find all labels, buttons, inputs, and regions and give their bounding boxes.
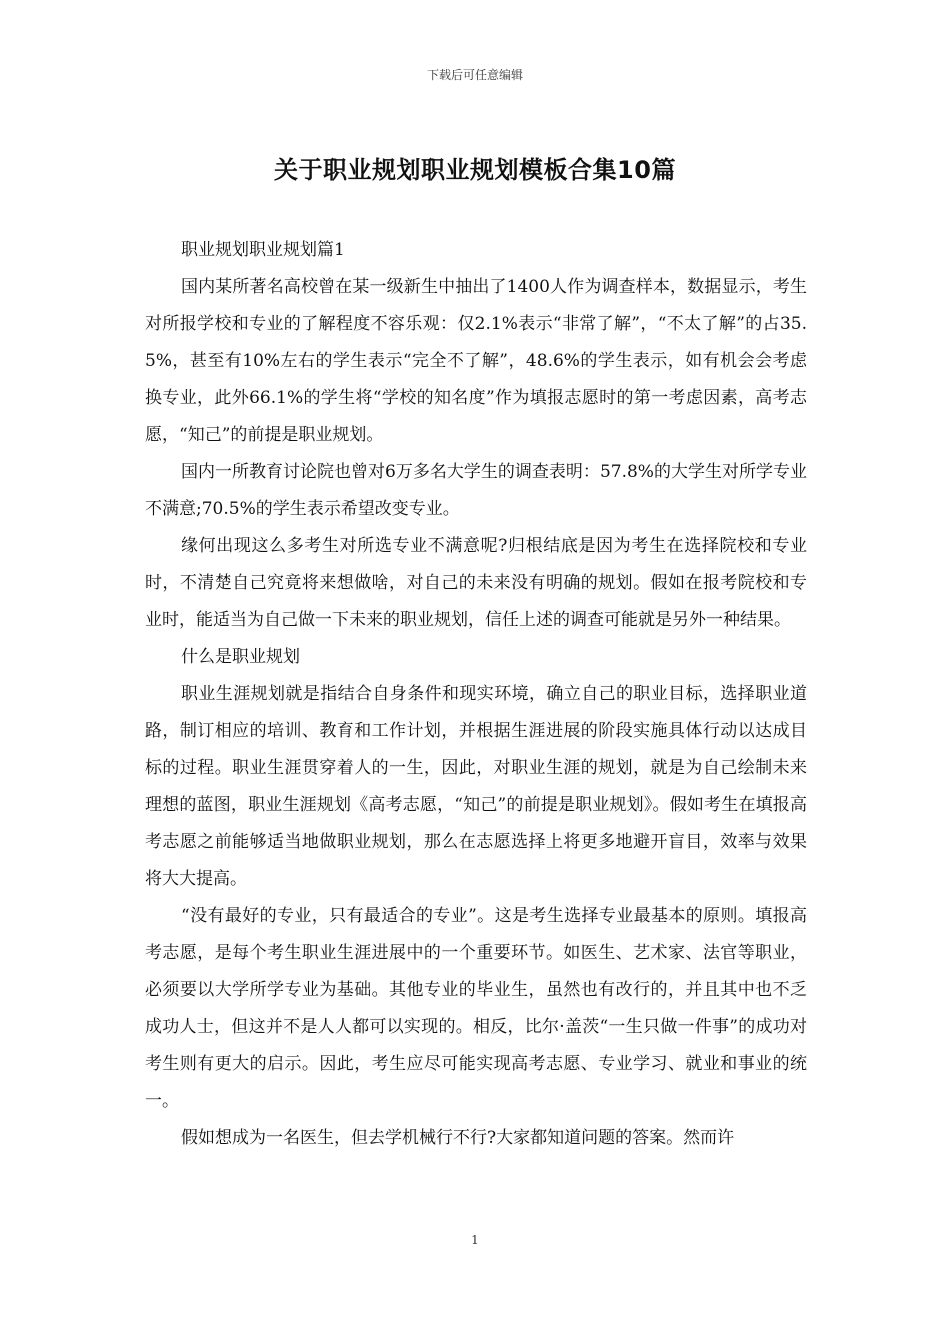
paragraph: 职业生涯规划就是指结合自身条件和现实环境，确立自己的职业目标，选择职业道路，制订相应的培训、教育和工作计划，并根据生涯进展的阶段实施具体行动以达成目标的过程。职业生涯贯穿着人的一生，因此，对职业生涯的规划，就是为自己绘制未来理想的蓝图，职业生涯规划《高考志愿，“知己”的前提是职业规划》。假如考生在填报高考志愿之前能够适当地做职业规划，那么在志愿选择上将更多地避开盲目，效率与效果将大大提高。 xyxy=(145,684,807,889)
paragraph: “没有最好的专业，只有最适合的专业”。这是考生选择专业最基本的原则。填报高考志愿，是每个考生职业生涯进展中的一个重要环节。如医生、艺术家、法官等职业，必须要以大学所学专业为基础。其他专业的毕业生，虽然也有改行的，并且其中也不乏成功人士，但这并不是人人都可以实现的。相反，比尔·盖茨“一生只做一件事”的成功对考生则有更大的启示。因此，考生应尽可能实现高考志愿、专业学习、就业和事业的统一。 xyxy=(145,906,807,1111)
page-number: 1 xyxy=(471,1233,479,1247)
paragraph: 国内一所教育讨论院也曾对6万多名大学生的调查表明：57.8%的大学生对所学专业不满意;70.5%的学生表示希望改变专业。 xyxy=(145,462,807,519)
paragraph: 国内某所著名高校曾在某一级新生中抽出了1400人作为调查样本，数据显示，考生对所报学校和专业的了解程度不容乐观：仅2.1%表示“非常了解”，“不太了解”的占35.5%，甚至有10%左右的学生表示“完全不了解”，48.6%的学生表示，如有机会会考虑换专业，此外66.1%的学生将“学校的知名度”作为填报志愿时的第一考虑因素，高考志愿，“知己”的前提是职业规划。 xyxy=(145,277,807,445)
document-title: 关于职业规划职业规划模板合集10篇 xyxy=(274,156,676,184)
paragraph: 缘何出现这么多考生对所选专业不满意呢?归根结底是因为考生在选择院校和专业时，不清楚自己究竟将来想做啥，对自己的未来没有明确的规划。假如在报考院校和专业时，能适当为自己做一下未来的职业规划，信任上述的调查可能就是另外一种结果。 xyxy=(145,536,807,630)
section-heading: 职业规划职业规划篇1 xyxy=(181,240,345,260)
header-note: 下载后可任意编辑 xyxy=(426,68,523,82)
document-body xyxy=(145,232,807,1157)
section-heading: 什么是职业规划 xyxy=(181,647,300,667)
paragraph: 假如想成为一名医生，但去学机械行不行?大家都知道问题的答案。然而许 xyxy=(181,1128,735,1148)
